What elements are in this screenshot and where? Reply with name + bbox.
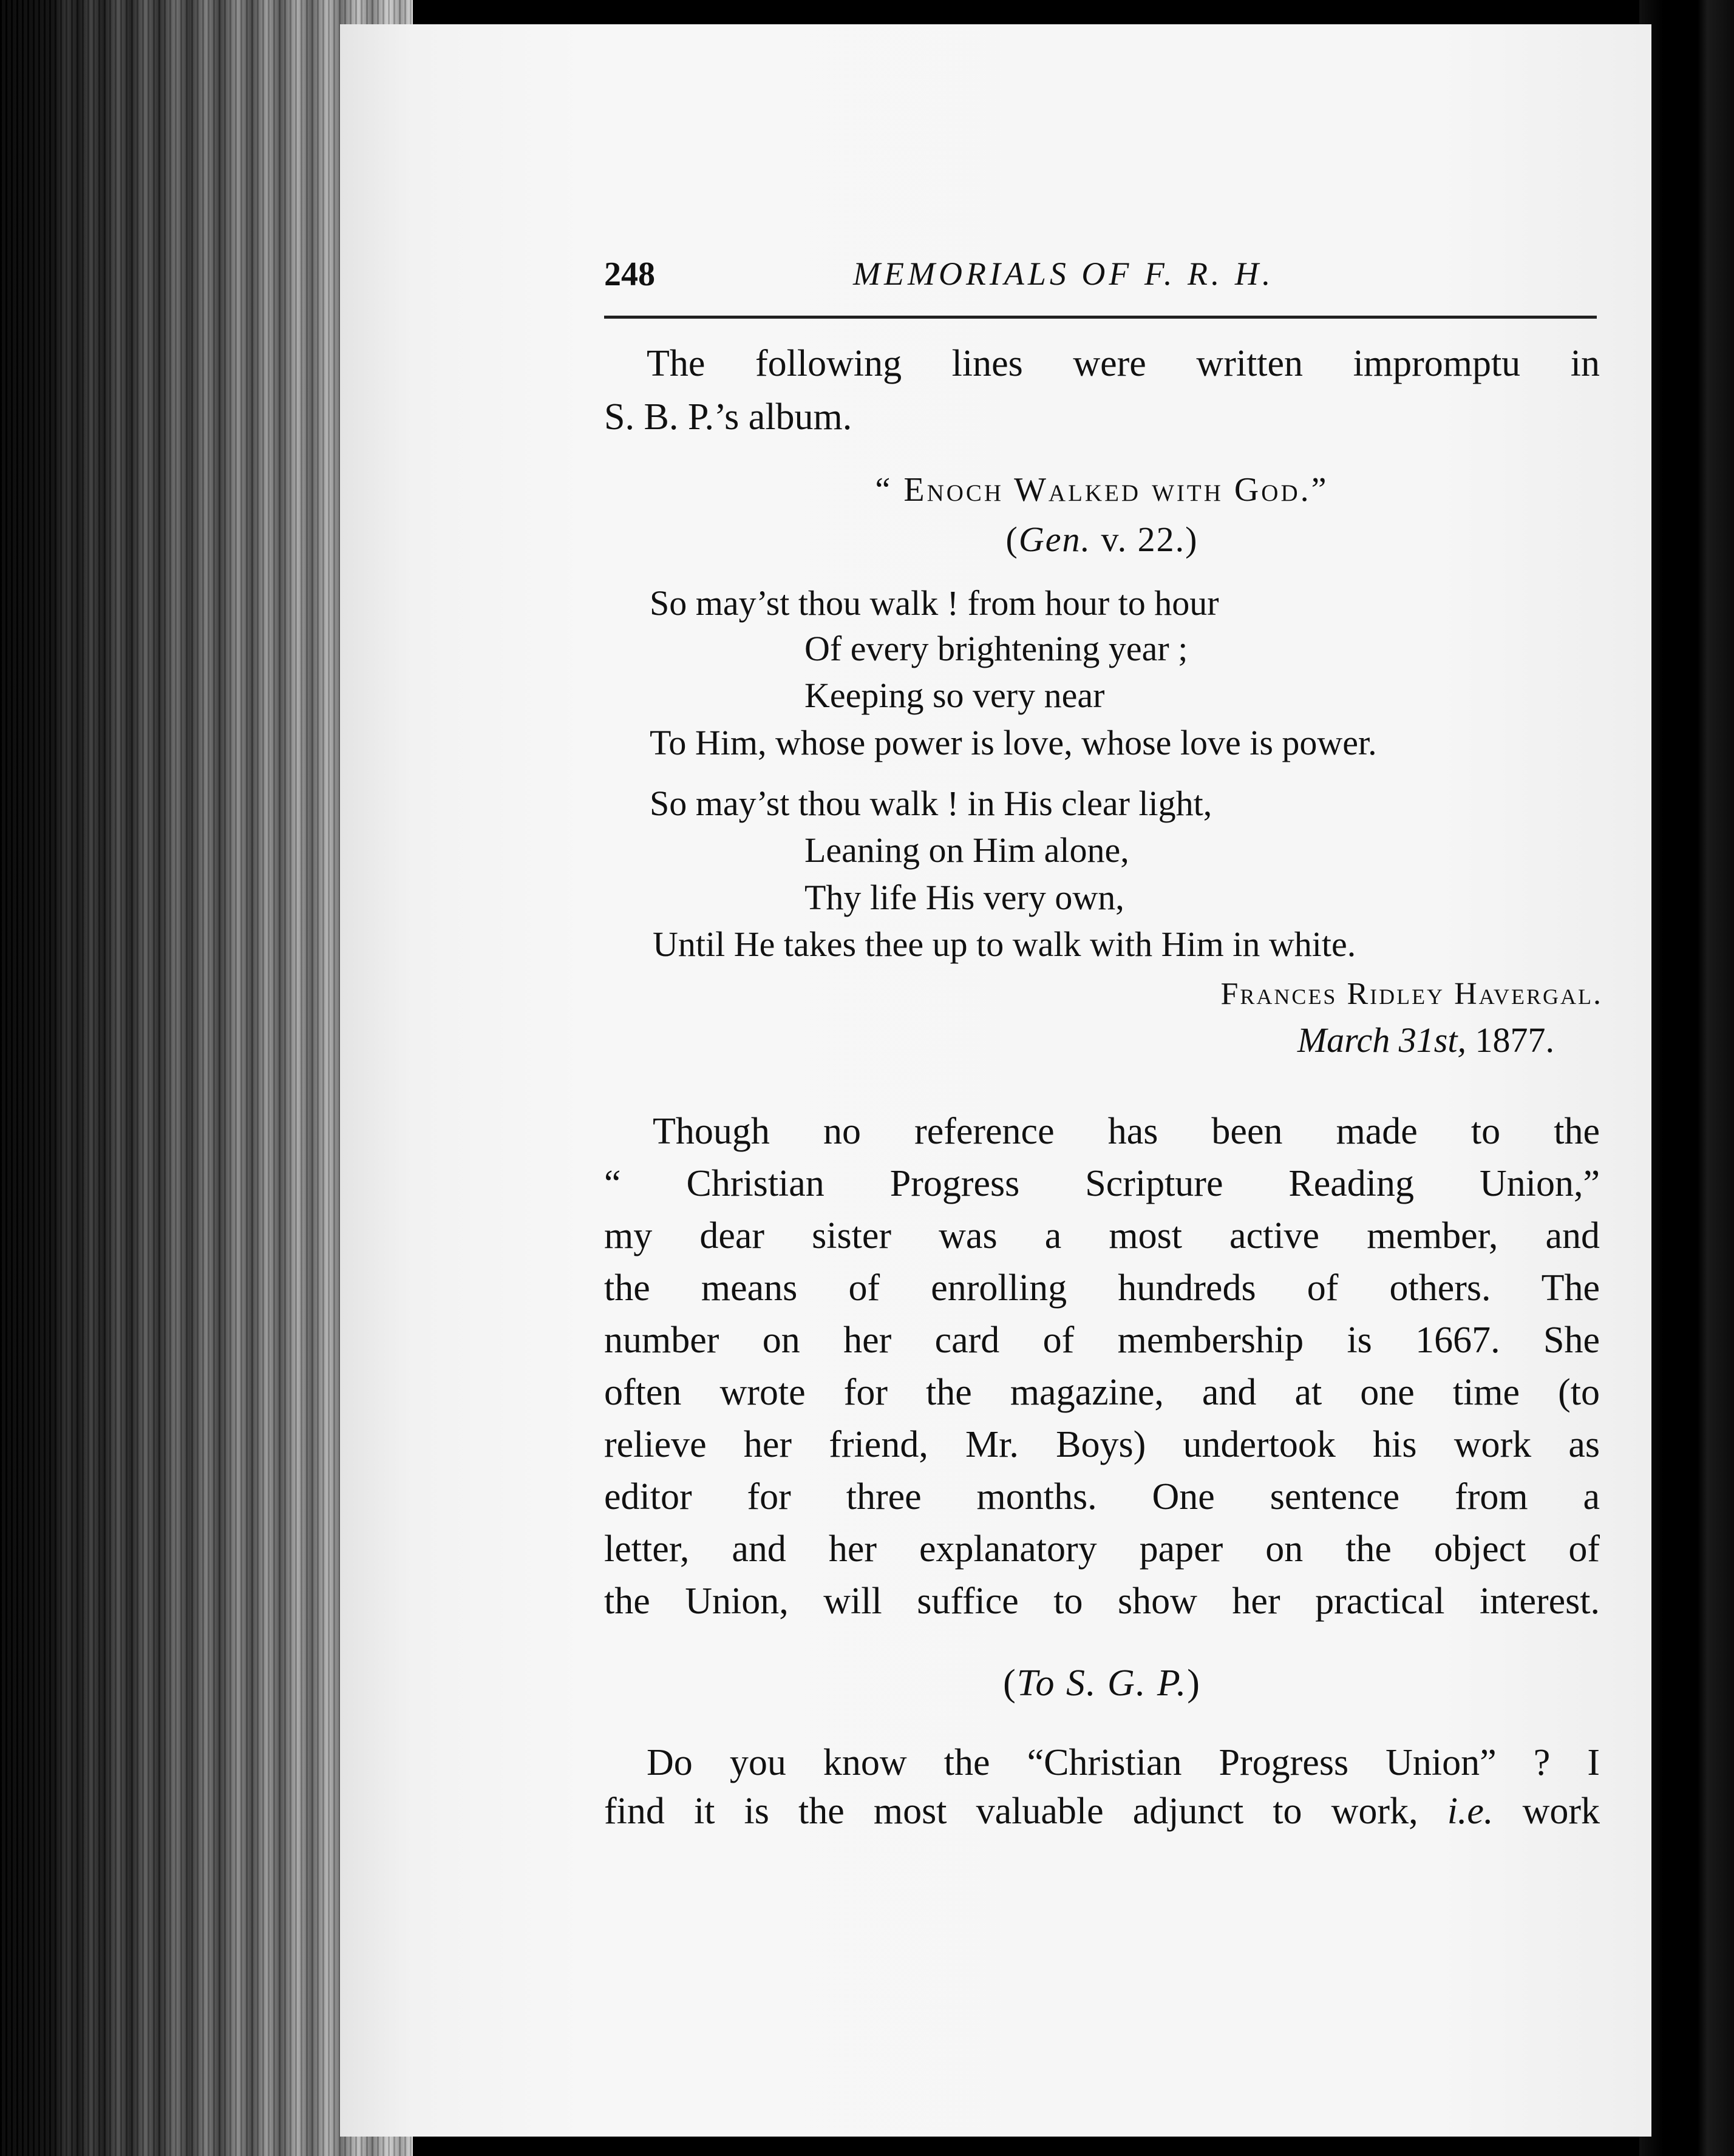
- verse-line: Thy life His very own,: [804, 878, 1124, 917]
- poem-title: “ Enoch Walked with God.”: [875, 471, 1329, 509]
- right-gutter: [1639, 0, 1734, 2156]
- verse-line: Of every brightening year ;: [804, 629, 1188, 668]
- paragraph-line: number on her card of membership is 1667. She: [604, 1320, 1600, 1361]
- intro-line-1: The following lines were written impromptu in: [647, 343, 1600, 384]
- paragraph-line: editor for three months. One sentence from a: [604, 1476, 1600, 1517]
- verse-line: So may’st thou walk ! from hour to hour: [650, 583, 1219, 623]
- running-title: MEMORIALS OF F. R. H.: [853, 256, 1274, 292]
- paragraph-line: the Union, will suffice to show her practical interest.: [604, 1581, 1600, 1622]
- paragraph-line: “ Christian Progress Scripture Reading Union,”: [604, 1163, 1600, 1204]
- paragraph-line: my dear sister was a most active member, and: [604, 1215, 1600, 1256]
- letter-heading: (To S. G. P.): [1003, 1663, 1201, 1704]
- verse-line: Until He takes thee up to walk with Him in white.: [653, 924, 1356, 964]
- header-rule: [604, 316, 1597, 319]
- poem-signature: Frances Ridley Havergal.: [1220, 977, 1603, 1011]
- book-page: [340, 24, 1651, 2137]
- verse-line: So may’st thou walk ! in His clear light,: [650, 784, 1212, 823]
- paragraph-line: often wrote for the magazine, and at one time (to: [604, 1372, 1600, 1413]
- running-head: [604, 255, 1597, 316]
- intro-line-2: S. B. P.’s album.: [604, 396, 852, 438]
- verse-line: Keeping so very near: [804, 676, 1105, 715]
- poem-reference: (Gen. v. 22.): [1005, 520, 1198, 559]
- paragraph-line: Though no reference has been made to the: [653, 1111, 1600, 1152]
- verse-line: Leaning on Him alone,: [804, 830, 1129, 870]
- letter-line-2: find it is the most valuable adjunct to work, i.e. work: [604, 1791, 1600, 1832]
- paragraph-line: relieve her friend, Mr. Boys) undertook his work as: [604, 1424, 1600, 1465]
- paragraph-line: the means of enrolling hundreds of others. The: [604, 1267, 1600, 1309]
- paragraph-line: letter, and her explanatory paper on the object of: [604, 1528, 1600, 1570]
- poem-date: March 31st, 1877.: [1297, 1020, 1554, 1060]
- verse-line: To Him, whose power is love, whose love is power.: [650, 723, 1377, 762]
- letter-line-1: Do you know the “Christian Progress Union” ? I: [647, 1742, 1600, 1783]
- page-number: 248: [604, 256, 655, 293]
